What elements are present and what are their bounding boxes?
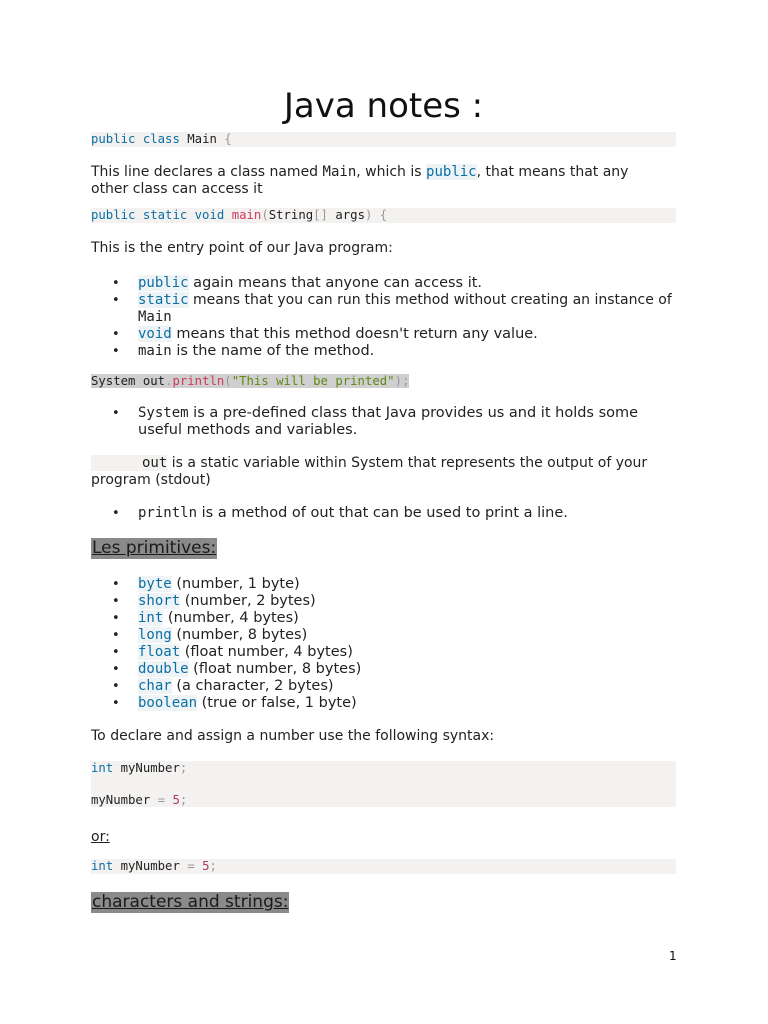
page-title: Java notes : (283, 86, 484, 126)
list-item: • boolean (true or false, 1 byte) (91, 695, 676, 712)
declare-intro-text: To declare and assign a number use the following syntax: (91, 728, 495, 744)
list-item: • double (float number, 8 bytes) (91, 661, 676, 678)
list-item: • int (number, 4 bytes) (91, 610, 676, 627)
chars-strings-heading: characters and strings: (92, 892, 289, 912)
primitives-list (91, 576, 676, 712)
main-keyword-list (91, 275, 676, 360)
list-item: • void means that this method doesn't return any value. (91, 326, 676, 343)
list-item: • main is the name of the method. (91, 343, 676, 360)
entry-point-text: This is the entry point of our Java program: (91, 240, 393, 256)
list-item: • static means that you can run this method without creating an instance of Main (91, 292, 676, 326)
list-item: • System is a pre-defined class that Java provides us and it holds some useful methods and variables. (91, 405, 676, 439)
list-item: • long (number, 8 bytes) (91, 627, 676, 644)
system-list (91, 405, 676, 439)
list-item: • println is a method of out that can be used to print a line. (91, 505, 676, 522)
list-item: • float (float number, 4 bytes) (91, 644, 676, 661)
list-item: • char (a character, 2 bytes) (91, 678, 676, 695)
out-description: out is a static variable within System that represents the output of your program (stdout) (91, 455, 648, 488)
or-label: or: (91, 829, 110, 845)
primitives-heading: Les primitives: (92, 538, 217, 558)
page-number: 1 (669, 949, 677, 963)
println-list (91, 505, 676, 522)
code-declare-block: int myNumber; myNumber = 5; (91, 761, 676, 807)
list-item: • short (number, 2 bytes) (91, 593, 676, 610)
class-description: This line declares a class named Main, which is public, that means that any other class can access it (91, 164, 629, 197)
list-item: • byte (number, 1 byte) (91, 576, 676, 593)
code-declare-assign-line: int myNumber = 5; (91, 859, 676, 874)
code-println-line: System out.println("This will be printed"); (91, 374, 410, 388)
code-class-declaration: public class Main { (91, 132, 676, 147)
code-main-declaration: public static void main(String[] args) { (91, 208, 676, 223)
list-item: • public again means that anyone can access it. (91, 275, 676, 292)
